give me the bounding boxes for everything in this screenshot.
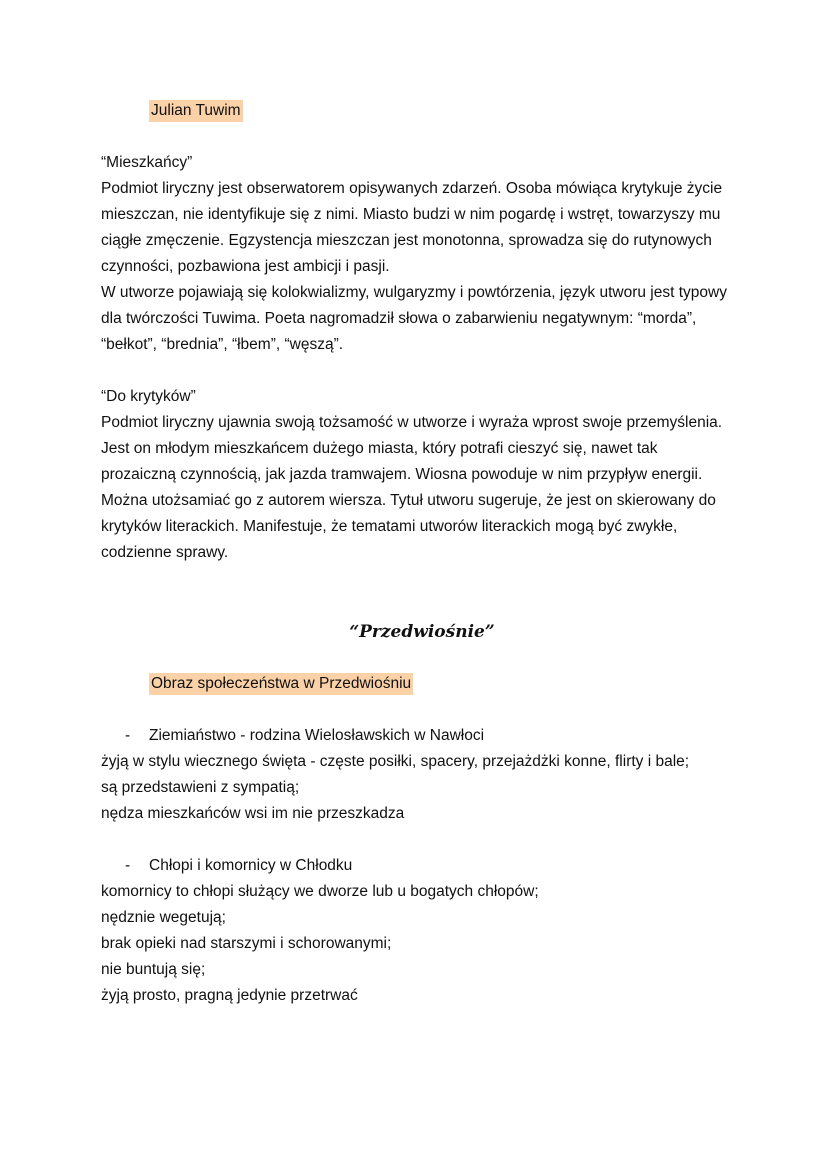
group-ziemianstwo bbox=[101, 723, 731, 827]
list-item bbox=[101, 853, 731, 879]
poem-paragraph: W utworze pojawiają się kolokwializmy, wulgaryzmy i powtórzenia, język utworu jest typowy dla twórczości Tuwima. Poeta nagromadził słowa o zabarwieniu negatywnym: “morda”, “bełkot”, “brednia”, “łbem”, “węszą”. bbox=[101, 284, 727, 353]
spacer bbox=[101, 358, 731, 384]
novel-title: “Przedwiośnie” bbox=[349, 622, 495, 642]
note-line: są przedstawieni z sympatią; bbox=[101, 779, 300, 796]
list-item-label: Chłopi i komornicy w Chłodku bbox=[149, 857, 353, 874]
document-content bbox=[101, 98, 731, 1009]
poem-title: “Do krytyków” bbox=[101, 388, 196, 405]
list-item-label: Ziemiaństwo - rodzina Wielosławskich w Nawłoci bbox=[149, 727, 485, 744]
note-line: żyją prosto, pragną jedynie przetrwać bbox=[101, 987, 358, 1004]
note-line: żyją w stylu wiecznego święta - częste posiłki, spacery, przejażdżki konne, flirty i bale; bbox=[101, 753, 690, 770]
dash-bullet: - bbox=[125, 857, 131, 874]
list-item bbox=[101, 723, 731, 749]
author-heading-wrap bbox=[101, 98, 731, 124]
note-line: nędza mieszkańców wsi im nie przeszkadza bbox=[101, 805, 405, 822]
spacer bbox=[101, 827, 731, 853]
note-line: brak opieki nad starszymi i schorowanymi; bbox=[101, 935, 392, 952]
group-chlopi bbox=[101, 853, 731, 1009]
dash-bullet: - bbox=[125, 727, 131, 744]
poem-block-do-krytykow bbox=[101, 384, 731, 566]
poem-paragraph: Podmiot liryczny jest obserwatorem opisywanych zdarzeń. Osoba mówiąca krytykuje życie mieszczan, nie identyfikuje się z nimi. Miasto budzi w nim pogardę i wstręt, towarzyszy mu ciągłe zmęczenie. Egzystencja mieszczan jest monotonna, sprowadza się do rutynowych czynności, pozbawiona jest ambicji i pasji. bbox=[101, 180, 723, 275]
note-line: komornicy to chłopi służący we dworze lub u bogatych chłopów; bbox=[101, 883, 539, 900]
poem-block-mieszkancy bbox=[101, 150, 731, 358]
poem-paragraph: Podmiot liryczny ujawnia swoją tożsamość w utworze i wyraża wprost swoje przemyślenia. Jest on młodym mieszkańcem dużego miasta, który potrafi cieszyć się, nawet tak prozaiczną czynnością, jak jazda tramwajem. Wiosna powoduje w nim przypływ energii. Można utożsamiać go z autorem wiersza. Tytuł utworu sugeruje, że jest on skierowany do krytyków literackich. Manifestuje, że tematami utworów literackich mogą być zwykłe, codzienne sprawy. bbox=[101, 414, 723, 561]
note-line: nędznie wegetują; bbox=[101, 909, 226, 926]
society-heading-wrap bbox=[101, 671, 731, 697]
society-heading: Obraz społeczeństwa w Przedwiośniu bbox=[149, 673, 413, 695]
note-line: nie buntują się; bbox=[101, 961, 206, 978]
spacer bbox=[101, 697, 731, 723]
poem-title: “Mieszkańcy” bbox=[101, 154, 193, 171]
author-heading: Julian Tuwim bbox=[149, 100, 243, 122]
